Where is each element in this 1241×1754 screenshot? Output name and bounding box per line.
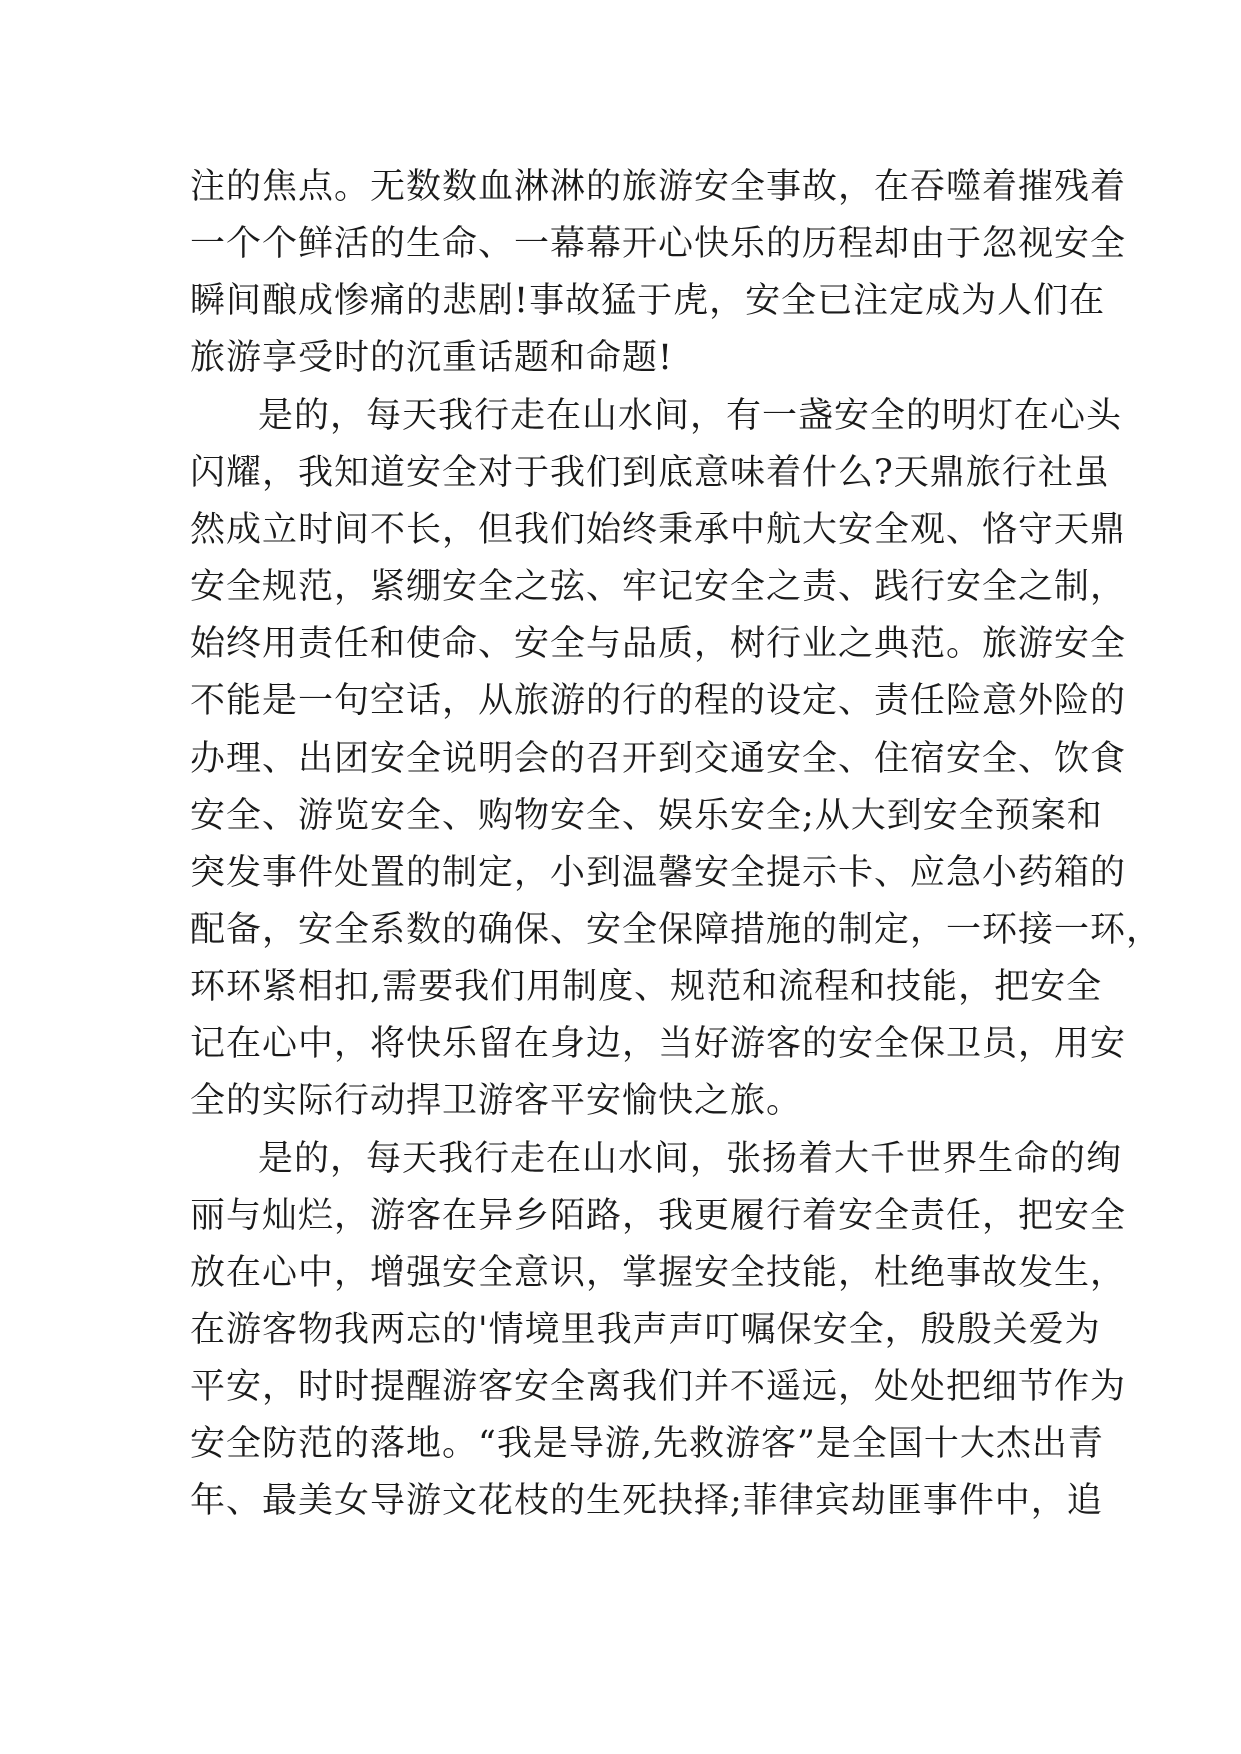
text-line-22: 平安，时时提醒游客安全离我们并不遥远，处处把细节作为 xyxy=(190,1367,1127,1407)
text-line-4: 旅游享受时的沉重话题和命题! xyxy=(190,338,674,378)
text-line-8: 安全规范，紧绷安全之弦、牢记安全之责、践行安全之制， xyxy=(190,567,1127,607)
text-line-12: 安全、游览安全、购物安全、娱乐安全;从大到安全预案和 xyxy=(190,796,1103,836)
text-line-21: 在游客物我两忘的'情境里我声声叮嘱保安全，殷殷关爱为 xyxy=(190,1310,1101,1350)
text-line-11: 办理、出团安全说明会的召开到交通安全、住宿安全、饮食 xyxy=(190,739,1127,779)
paragraph-2-first-line: 是的，每天我行走在山水间，有一盏安全的明灯在心头 xyxy=(258,396,1123,436)
text-line-16: 记在心中，将快乐留在身边，当好游客的安全保卫员，用安 xyxy=(190,1024,1127,1064)
text-line-15: 环环紧相扣,需要我们用制度、规范和流程和技能，把安全 xyxy=(190,967,1103,1007)
text-line-9: 始终用责任和使命、安全与品质，树行业之典范。旅游安全 xyxy=(190,624,1127,664)
text-line-2: 一个个鲜活的生命、一幕幕开心快乐的历程却由于忽视安全 xyxy=(190,224,1127,264)
text-line-10: 不能是一句空话，从旅游的行的程的设定、责任险意外险的 xyxy=(190,681,1127,721)
text-line-19: 丽与灿烂，游客在异乡陌路，我更履行着安全责任，把安全 xyxy=(190,1196,1127,1236)
text-line-6: 闪耀，我知道安全对于我们到底意味着什么?天鼎旅行社虽 xyxy=(190,453,1110,493)
text-line-14: 配备，安全系数的确保、安全保障措施的制定，一环接一环， xyxy=(190,910,1163,950)
text-line-7: 然成立时间不长，但我们始终秉承中航大安全观、恪守天鼎 xyxy=(190,510,1127,550)
text-line-1: 注的焦点。无数数血淋淋的旅游安全事故，在吞噬着摧残着 xyxy=(190,167,1127,207)
paragraph-3-first-line: 是的，每天我行走在山水间，张扬着大千世界生命的绚 xyxy=(258,1139,1123,1179)
text-line-24: 年、最美女导游文花枝的生死抉择;菲律宾劫匪事件中，追 xyxy=(190,1481,1103,1521)
text-line-3: 瞬间酿成惨痛的悲剧!事故猛于虎，安全已注定成为人们在 xyxy=(190,281,1106,321)
text-line-13: 突发事件处置的制定，小到温馨安全提示卡、应急小药箱的 xyxy=(190,853,1127,893)
text-line-23: 安全防范的落地。“我是导游,先救游客”是全国十大杰出青 xyxy=(190,1424,1104,1464)
text-line-17: 全的实际行动捍卫游客平安愉快之旅。 xyxy=(190,1081,803,1121)
text-line-20: 放在心中，增强安全意识，掌握安全技能，杜绝事故发生， xyxy=(190,1253,1127,1293)
